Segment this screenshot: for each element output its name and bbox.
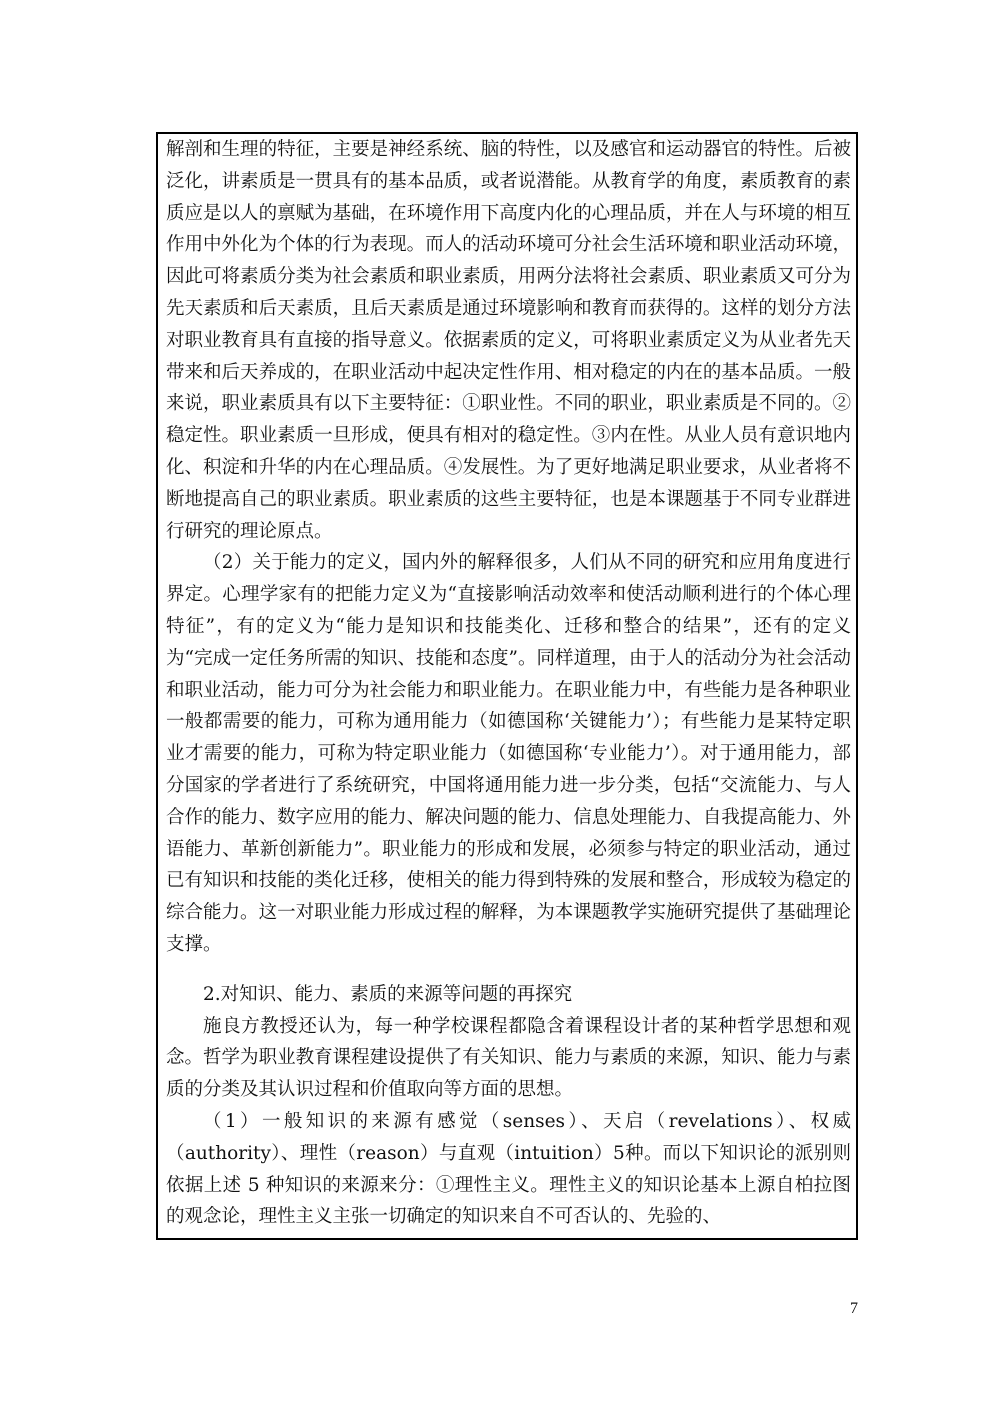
page-number: 7 (850, 1300, 858, 1317)
body-text (166, 134, 851, 1233)
section-heading: 2.对知识、能力、素质的来源等问题的再探究 (203, 983, 573, 1005)
paragraph-quality-characteristics: 解剖和生理的特征，主要是神经系统、脑的特性，以及感官和运动器官的特性。后被泛化，讲素质是一贯具有的基本品质，或者说潜能。从教育学的角度，素质教育的素质应是以人的禀赋为基础，在环境作用下高度内化的心理品质，并在人与环境的相互作用中外化为个体的行为表现。而人的活动环境可分社会生活环境和职业活动环境，因此可将素质分类为社会素质和职业素质，用两分法将社会素质、职业素质又可分为先天素质和后天素质，且后天素质是通过环境影响和教育而获得的。这样的划分方法对职业教育具有直接的指导意义。依据素质的定义，可将职业素质定义为从业者先天带来和后天养成的，在职业活动中起决定性作用、相对稳定的内在的基本品质。一般来说，职业素质具有以下主要特征：①职业性。不同的职业，职业素质是不同的。②稳定性。职业素质一旦形成，便具有相对的稳定性。③内在性。从业人员有意识地内化、积淀和升华的内在心理品质。④发展性。为了更好地满足职业要求，从业者将不断地提高自己的职业素质。职业素质的这些主要特征，也是本课题基于不同专业群进行研究的理论原点。 (166, 139, 851, 542)
paragraph-ability-definition: （2）关于能力的定义，国内外的解释很多，人们从不同的研究和应用角度进行界定。心理学家有的把能力定义为“直接影响活动效率和使活动顺利进行的个体心理特征”，有的定义为“能力是知识和技能类化、迁移和整合的结果”，还有的定义为“完成一定任务所需的知识、技能和态度”。同样道理，由于人的活动分为社会活动和职业活动，能力可分为社会能力和职业能力。在职业能力中，有些能力是各种职业一般都需要的能力，可称为通用能力（如德国称‘关键能力’）；有些能力是某特定职业才需要的能力，可称为特定职业能力（如德国称‘专业能力’）。对于通用能力，部分国家的学者进行了系统研究，中国将通用能力进一步分类，包括“交流能力、与人合作的能力、数字应用的能力、解决问题的能力、信息处理能力、自我提高能力、外语能力、革新创新能力”。职业能力的形成和发展，必须参与特定的职业活动，通过已有知识和技能的类化迁移，使相关的能力得到特殊的发展和整合，形成较为稳定的综合能力。这一对职业能力形成过程的解释，为本课题教学实施研究提供了基础理论支撑。 (166, 552, 851, 955)
paragraph-knowledge-sources: （1）一般知识的来源有感觉（senses）、天启（revelations）、权威（authority）、理性（reason）与直观（intuition）5种。而以下知识论的派别则依据上述 5 种知识的来源来分：①理性主义。理性主义的知识论基本上源自柏拉图的观念论，理性主义主张一切确定的知识来自不可否认的、先验的、 (166, 1110, 851, 1228)
text-frame (156, 132, 858, 1240)
paragraph-philosophy: 施良方教授还认为，每一种学校课程都隐含着课程设计者的某种哲学思想和观念。哲学为职业教育课程建设提供了有关知识、能力与素质的来源，知识、能力与素质的分类及其认识过程和价值取向等方面的思想。 (166, 1015, 851, 1101)
